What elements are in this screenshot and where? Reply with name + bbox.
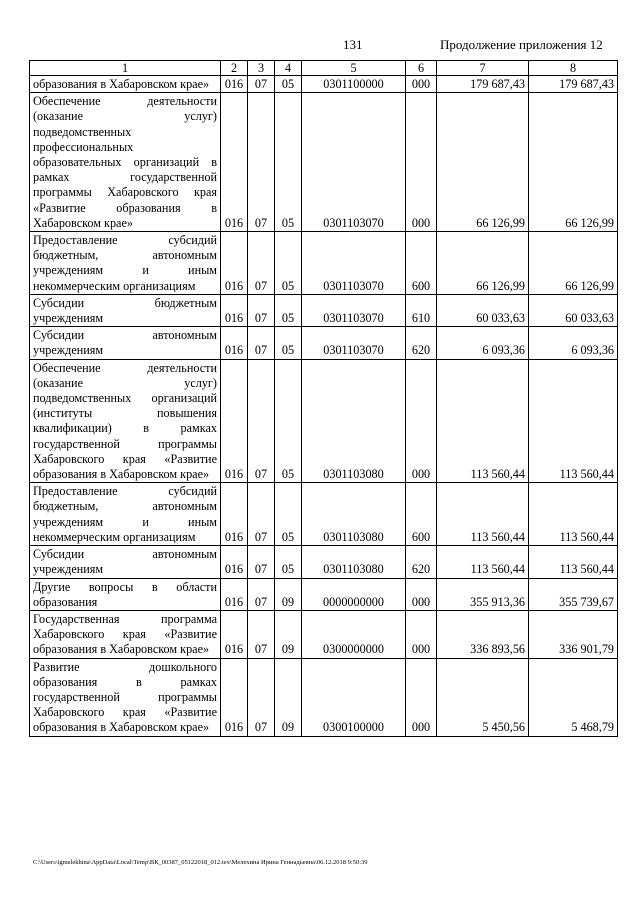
expense-type: 000 — [406, 76, 437, 93]
target-article: 0300100000 — [302, 658, 406, 736]
budget-table — [29, 60, 618, 737]
admin-code: 016 — [221, 294, 248, 326]
section-code: 07 — [248, 546, 275, 578]
section-code: 07 — [248, 76, 275, 93]
expense-type: 600 — [406, 483, 437, 546]
amount-2019: 60 033,63 — [437, 294, 529, 326]
admin-code: 016 — [221, 483, 248, 546]
expense-type: 620 — [406, 327, 437, 359]
subsection-code: 05 — [275, 483, 302, 546]
table-row — [30, 658, 618, 736]
column-header-1: 1 — [30, 61, 221, 76]
row-name: Субсидии бюджетным учреждениям — [30, 294, 221, 326]
section-code: 07 — [248, 483, 275, 546]
table-row — [30, 327, 618, 359]
table-header-row — [30, 61, 618, 76]
table-row — [30, 294, 618, 326]
section-code: 07 — [248, 359, 275, 483]
section-code: 07 — [248, 232, 275, 295]
table-row — [30, 610, 618, 658]
amount-2019: 5 450,56 — [437, 658, 529, 736]
row-name: Обеспечение деятельности (оказание услуг) подведомственных организаций (институты повышения квалификации) в рамках государственной программы Хабаровского края «Развитие образования в Хабаровском крае» — [30, 359, 221, 483]
target-article: 0301103070 — [302, 93, 406, 232]
target-article: 0301103070 — [302, 327, 406, 359]
column-header-5: 5 — [302, 61, 406, 76]
table-row — [30, 76, 618, 93]
column-header-7: 7 — [437, 61, 529, 76]
subsection-code: 05 — [275, 546, 302, 578]
admin-code: 016 — [221, 546, 248, 578]
amount-2019: 179 687,43 — [437, 76, 529, 93]
subsection-code: 05 — [275, 93, 302, 232]
target-article: 0301103070 — [302, 294, 406, 326]
expense-type: 000 — [406, 93, 437, 232]
table-row — [30, 578, 618, 610]
amount-2019: 66 126,99 — [437, 93, 529, 232]
target-article: 0301103070 — [302, 232, 406, 295]
admin-code: 016 — [221, 232, 248, 295]
expense-type: 000 — [406, 359, 437, 483]
amount-2019: 113 560,44 — [437, 546, 529, 578]
admin-code: 016 — [221, 327, 248, 359]
column-header-4: 4 — [275, 61, 302, 76]
amount-2020: 60 033,63 — [529, 294, 618, 326]
continuation-caption: Продолжение приложения 12 — [440, 37, 603, 52]
row-name: Субсидии автономным учреждениям — [30, 546, 221, 578]
subsection-code: 09 — [275, 610, 302, 658]
subsection-code: 05 — [275, 76, 302, 93]
subsection-code: 05 — [275, 294, 302, 326]
table-row — [30, 93, 618, 232]
section-code: 07 — [248, 578, 275, 610]
amount-2020: 113 560,44 — [529, 483, 618, 546]
admin-code: 016 — [221, 578, 248, 610]
subsection-code: 09 — [275, 578, 302, 610]
amount-2020: 66 126,99 — [529, 232, 618, 295]
subsection-code: 09 — [275, 658, 302, 736]
amount-2019: 6 093,36 — [437, 327, 529, 359]
target-article: 0301103080 — [302, 359, 406, 483]
row-name: образования в Хабаровском крае» — [30, 76, 221, 93]
target-article: 0301103080 — [302, 546, 406, 578]
expense-type: 600 — [406, 232, 437, 295]
amount-2019: 66 126,99 — [437, 232, 529, 295]
amount-2020: 336 901,79 — [529, 610, 618, 658]
table-row — [30, 232, 618, 295]
target-article: 0301103080 — [302, 483, 406, 546]
amount-2019: 113 560,44 — [437, 483, 529, 546]
table-row — [30, 483, 618, 546]
row-name: Предоставление субсидий бюджетным, автономным учреждениям и иным некоммерческим организациям — [30, 483, 221, 546]
footer-file-path: C:\Users\igmelekhina\AppData\Local\Temp\ВК_00387_05122018_012.tex\Мелехина Ирина Геннадьевна\06.12.2018 9:50:39 — [33, 859, 368, 866]
amount-2020: 179 687,43 — [529, 76, 618, 93]
target-article: 0000000000 — [302, 578, 406, 610]
column-header-3: 3 — [248, 61, 275, 76]
admin-code: 016 — [221, 76, 248, 93]
amount-2019: 355 913,36 — [437, 578, 529, 610]
section-code: 07 — [248, 658, 275, 736]
subsection-code: 05 — [275, 327, 302, 359]
expense-type: 000 — [406, 610, 437, 658]
expense-type: 610 — [406, 294, 437, 326]
page-number: 131 — [343, 37, 363, 52]
admin-code: 016 — [221, 610, 248, 658]
expense-type: 000 — [406, 658, 437, 736]
section-code: 07 — [248, 327, 275, 359]
expense-type: 620 — [406, 546, 437, 578]
amount-2020: 5 468,79 — [529, 658, 618, 736]
amount-2019: 113 560,44 — [437, 359, 529, 483]
row-name: Субсидии автономным учреждениям — [30, 327, 221, 359]
table-row — [30, 359, 618, 483]
table-row — [30, 546, 618, 578]
target-article: 0300000000 — [302, 610, 406, 658]
subsection-code: 05 — [275, 232, 302, 295]
subsection-code: 05 — [275, 359, 302, 483]
admin-code: 016 — [221, 359, 248, 483]
column-header-2: 2 — [221, 61, 248, 76]
amount-2020: 113 560,44 — [529, 359, 618, 483]
section-code: 07 — [248, 93, 275, 232]
amount-2020: 6 093,36 — [529, 327, 618, 359]
amount-2019: 336 893,56 — [437, 610, 529, 658]
admin-code: 016 — [221, 658, 248, 736]
row-name: Развитие дошкольного образования в рамках государственной программы Хабаровского края «Развитие образования в Хабаровском крае» — [30, 658, 221, 736]
amount-2020: 355 739,67 — [529, 578, 618, 610]
amount-2020: 66 126,99 — [529, 93, 618, 232]
row-name: Государственная программа Хабаровского края «Развитие образования в Хабаровском крае» — [30, 610, 221, 658]
row-name: Предоставление субсидий бюджетным, автономным учреждениям и иным некоммерческим организациям — [30, 232, 221, 295]
section-code: 07 — [248, 294, 275, 326]
row-name: Обеспечение деятельности (оказание услуг) подведомственных профессиональных образовательных организаций в рамках государственной программы Хабаровского края «Развитие образования в Хабаровском крае» — [30, 93, 221, 232]
admin-code: 016 — [221, 93, 248, 232]
target-article: 0301100000 — [302, 76, 406, 93]
expense-type: 000 — [406, 578, 437, 610]
row-name: Другие вопросы в области образования — [30, 578, 221, 610]
column-header-8: 8 — [529, 61, 618, 76]
amount-2020: 113 560,44 — [529, 546, 618, 578]
section-code: 07 — [248, 610, 275, 658]
column-header-6: 6 — [406, 61, 437, 76]
